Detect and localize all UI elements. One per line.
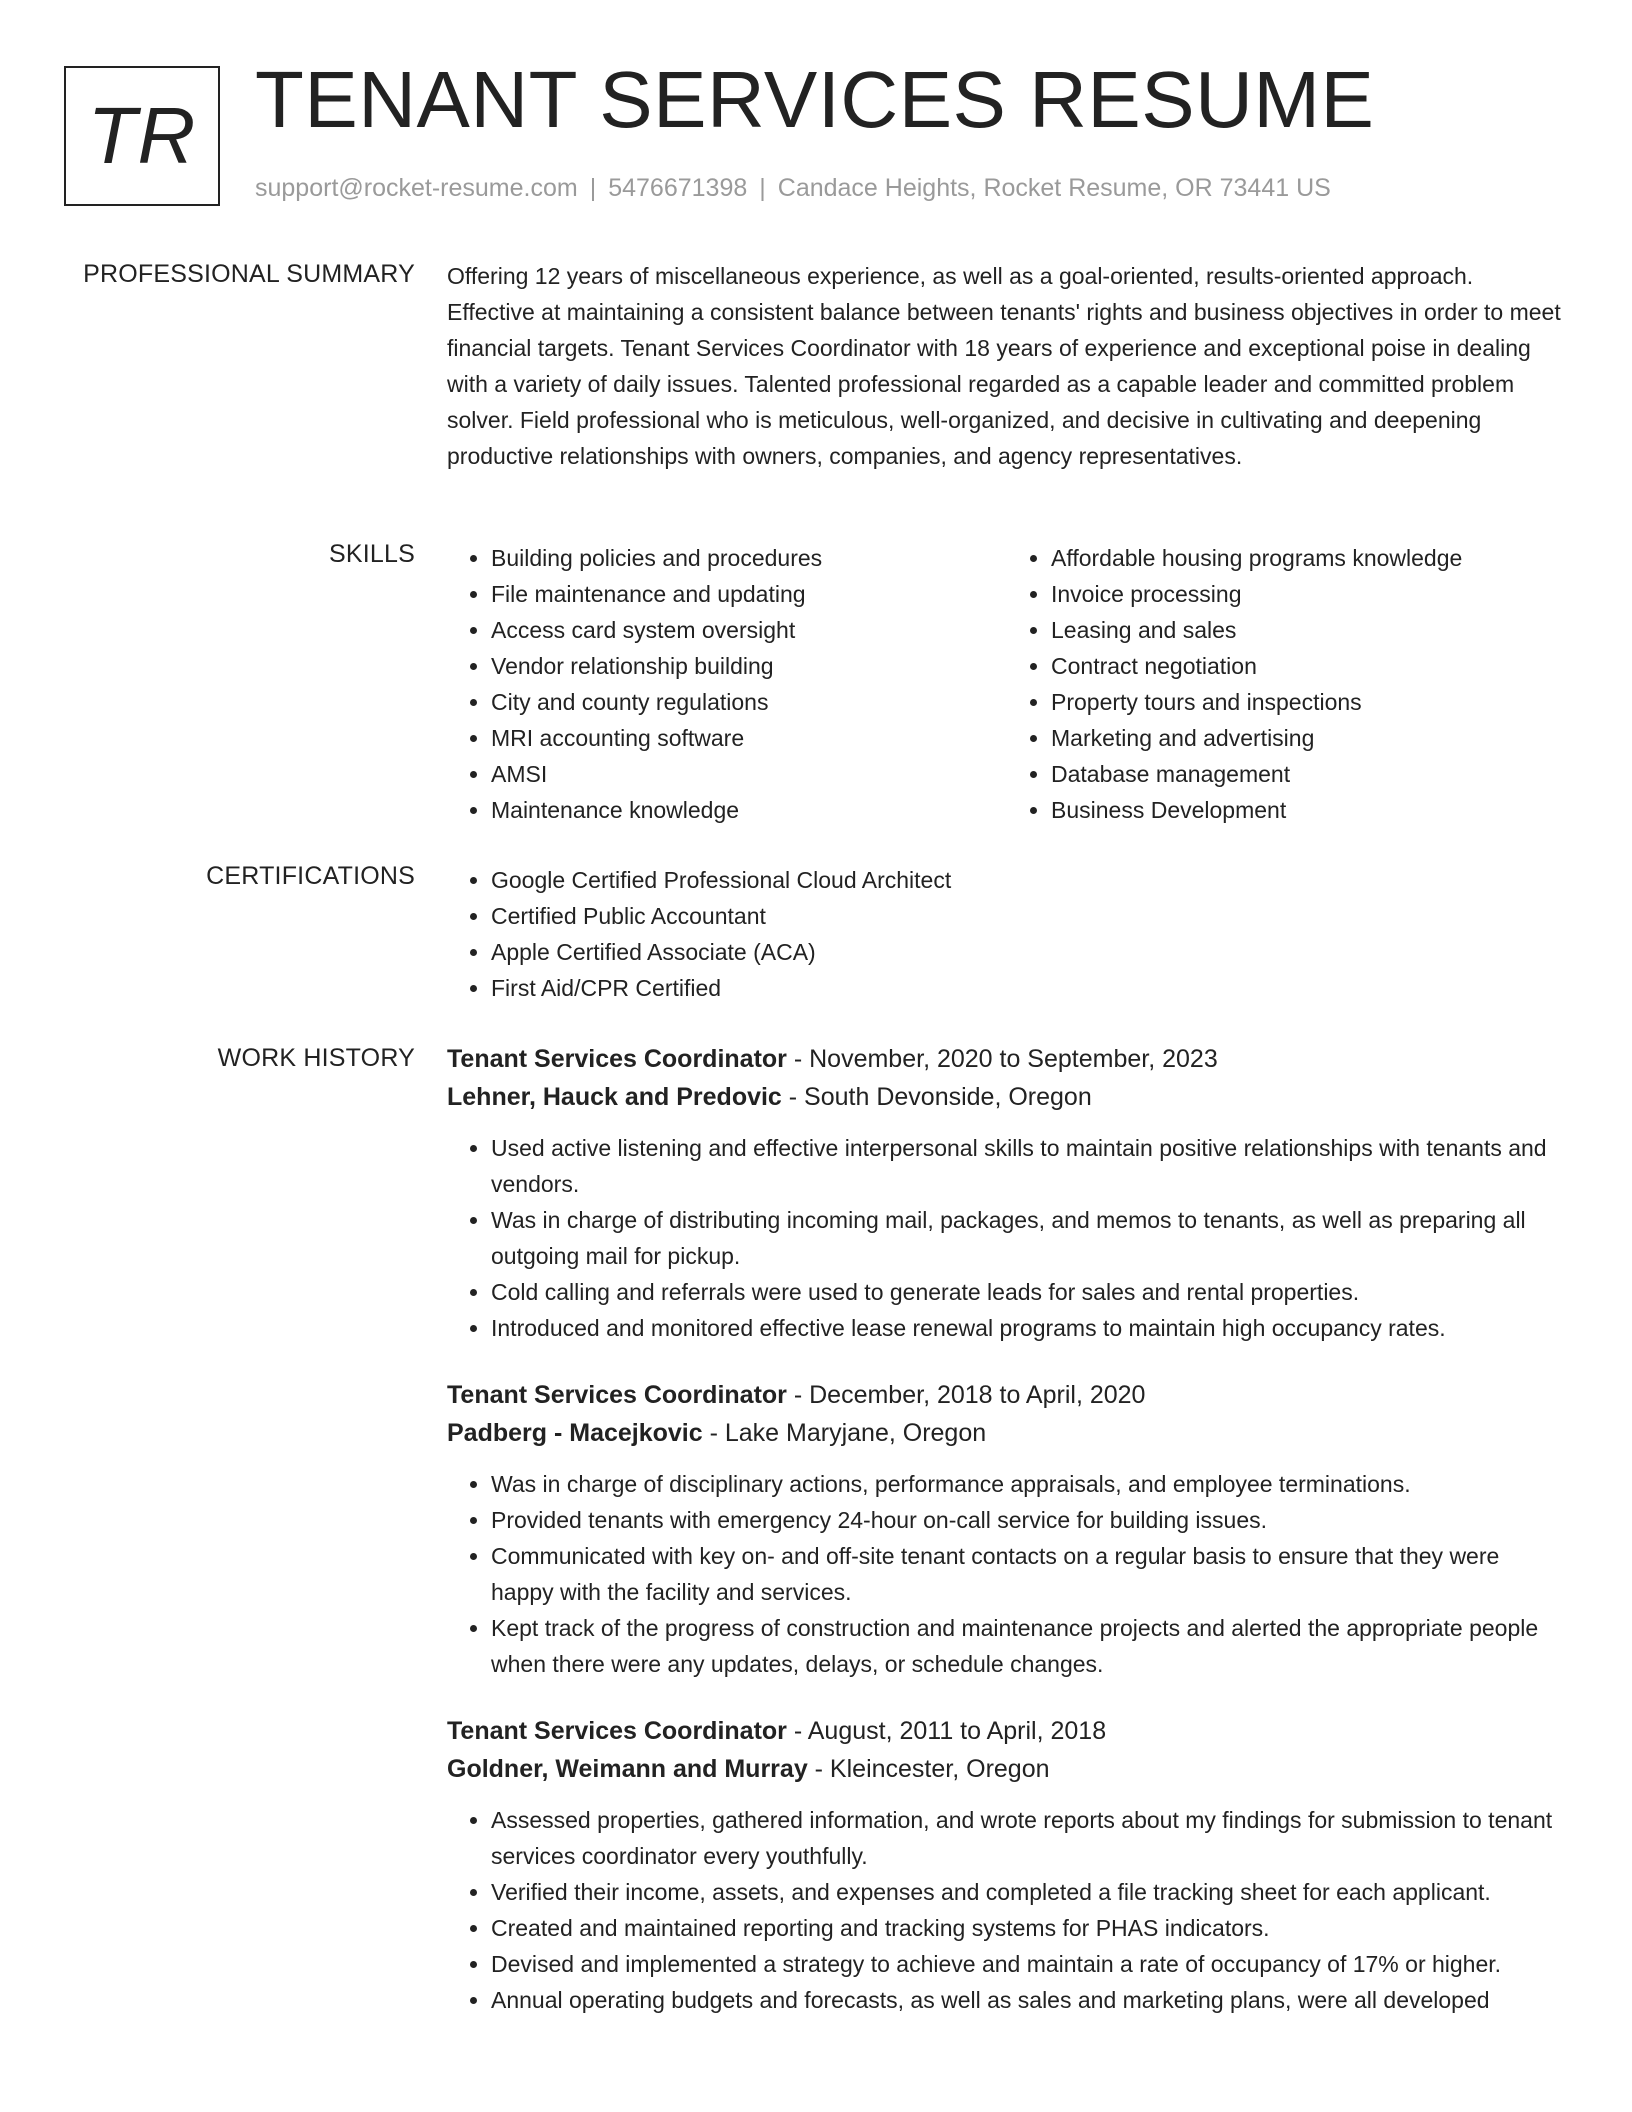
monogram-box	[64, 66, 220, 206]
contact-separator: |	[589, 174, 597, 202]
job-title-line	[447, 1712, 1567, 1750]
skill-item: • File maintenance and updating	[491, 576, 1007, 612]
skills-label: SKILLS	[329, 540, 415, 568]
job-entry	[447, 1712, 1567, 2018]
skill-item: • Vendor relationship building	[491, 648, 1007, 684]
skills-list-left	[447, 540, 1007, 828]
job-bullets	[447, 1802, 1567, 2018]
job-title: Tenant Services Coordinator	[447, 1045, 787, 1073]
certifications-label: CERTIFICATIONS	[206, 862, 415, 890]
skill-item: • AMSI	[491, 756, 1007, 792]
skill-item: • Affordable housing programs knowledge	[1051, 540, 1567, 576]
job-location: - Lake Maryjane, Oregon	[702, 1419, 987, 1447]
job-company: Lehner, Hauck and Predovic	[447, 1083, 782, 1111]
job-dates: - December, 2018 to April, 2020	[786, 1381, 1146, 1409]
monogram-initials: TR	[87, 91, 197, 180]
job-entry	[447, 1376, 1567, 1682]
contact-address: Candace Heights, Rocket Resume, OR 73441 US	[777, 174, 1331, 202]
contact-email: support@rocket-resume.com	[255, 174, 578, 202]
skill-item: • Invoice processing	[1051, 576, 1567, 612]
contact-line	[255, 174, 1331, 203]
skill-item: • Access card system oversight	[491, 612, 1007, 648]
skill-item: • Leasing and sales	[1051, 612, 1567, 648]
job-bullet: • Cold calling and referrals were used to generate leads for sales and rental properties.	[491, 1274, 1567, 1310]
skill-item: • Database management	[1051, 756, 1567, 792]
contact-separator: |	[759, 174, 766, 202]
summary-body	[447, 258, 1567, 474]
job-bullet: • Devised and implemented a strategy to achieve and maintain a rate of occupancy of 17% or higher.	[491, 1946, 1567, 1982]
job-bullet: • Verified their income, assets, and expenses and completed a file tracking sheet for each applicant.	[491, 1874, 1567, 1910]
summary-label: PROFESSIONAL SUMMARY	[83, 260, 415, 288]
job-bullet: • Assessed properties, gathered information, and wrote reports about my findings for submission to tenant services coordinator every youthfully.	[491, 1802, 1567, 1874]
job-dates: - November, 2020 to September, 2023	[786, 1045, 1218, 1073]
job-bullets	[447, 1466, 1567, 1682]
skill-item: • Contract negotiation	[1051, 648, 1567, 684]
certifications-body	[447, 862, 1567, 1006]
job-company-line	[447, 1750, 1567, 1788]
job-location: - South Devonside, Oregon	[781, 1083, 1092, 1111]
job-bullet: • Was in charge of disciplinary actions, performance appraisals, and employee terminations.	[491, 1466, 1567, 1502]
job-bullets	[447, 1130, 1567, 1346]
skills-list-right	[1007, 540, 1567, 828]
certification-item: • Apple Certified Associate (ACA)	[491, 934, 1567, 970]
skills-body	[447, 540, 1567, 828]
certification-item: • First Aid/CPR Certified	[491, 970, 1567, 1006]
job-bullet: • Used active listening and effective interpersonal skills to maintain positive relationships with tenants and vendors.	[491, 1130, 1567, 1202]
job-dates: - August, 2011 to April, 2018	[786, 1717, 1107, 1745]
skill-item: • Maintenance knowledge	[491, 792, 1007, 828]
skills-grid	[447, 540, 1567, 828]
certification-item: • Google Certified Professional Cloud Architect	[491, 862, 1567, 898]
contact-phone: 5476671398	[608, 174, 748, 202]
job-entry	[447, 1040, 1567, 1346]
job-bullet: • Introduced and monitored effective lease renewal programs to maintain high occupancy rates.	[491, 1310, 1567, 1346]
skill-item: • City and county regulations	[491, 684, 1007, 720]
job-bullet: • Created and maintained reporting and tracking systems for PHAS indicators.	[491, 1910, 1567, 1946]
work-history-body	[447, 1040, 1567, 2048]
skill-item: • Marketing and advertising	[1051, 720, 1567, 756]
job-bullet: • Annual operating budgets and forecasts, as well as sales and marketing plans, were all developed	[491, 1982, 1567, 2018]
skill-item: • Property tours and inspections	[1051, 684, 1567, 720]
job-bullet: • Provided tenants with emergency 24-hour on-call service for building issues.	[491, 1502, 1567, 1538]
job-company-line	[447, 1414, 1567, 1452]
job-company-line	[447, 1078, 1567, 1116]
job-location: - Kleincester, Oregon	[807, 1755, 1050, 1783]
job-title-line	[447, 1376, 1567, 1414]
job-title: Tenant Services Coordinator	[447, 1381, 787, 1409]
work-history-label: WORK HISTORY	[217, 1044, 415, 1072]
job-company: Padberg - Macejkovic	[447, 1419, 703, 1447]
certification-item: • Certified Public Accountant	[491, 898, 1567, 934]
summary-text: Offering 12 years of miscellaneous experience, as well as a goal-oriented, results-oriented approach. Effective at maintaining a consistent balance between tenants' rights and business objectives in order to meet financial targets. Tenant Services Coordinator with 18 years of experience and exceptional poise in dealing with a variety of daily issues. Talented professional regarded as a capable leader and committed problem solver. Field professional who is meticulous, well-organized, and decisive in cultivating and deepening productive relationships with owners, companies, and agency representatives.	[447, 263, 1561, 469]
resume-title: TENANT SERVICES RESUME	[255, 55, 1375, 144]
job-bullet: • Communicated with key on- and off-site tenant contacts on a regular basis to ensure that they were happy with the facility and services.	[491, 1538, 1567, 1610]
skill-item: • Business Development	[1051, 792, 1567, 828]
job-bullet: • Kept track of the progress of construction and maintenance projects and alerted the appropriate people when there were any updates, delays, or schedule changes.	[491, 1610, 1567, 1682]
certifications-list	[447, 862, 1567, 1006]
job-title-line	[447, 1040, 1567, 1078]
skill-item: • Building policies and procedures	[491, 540, 1007, 576]
job-bullet: • Was in charge of distributing incoming mail, packages, and memos to tenants, as well as preparing all outgoing mail for pickup.	[491, 1202, 1567, 1274]
skill-item: • MRI accounting software	[491, 720, 1007, 756]
job-company: Goldner, Weimann and Murray	[447, 1755, 808, 1783]
job-title: Tenant Services Coordinator	[447, 1717, 787, 1745]
